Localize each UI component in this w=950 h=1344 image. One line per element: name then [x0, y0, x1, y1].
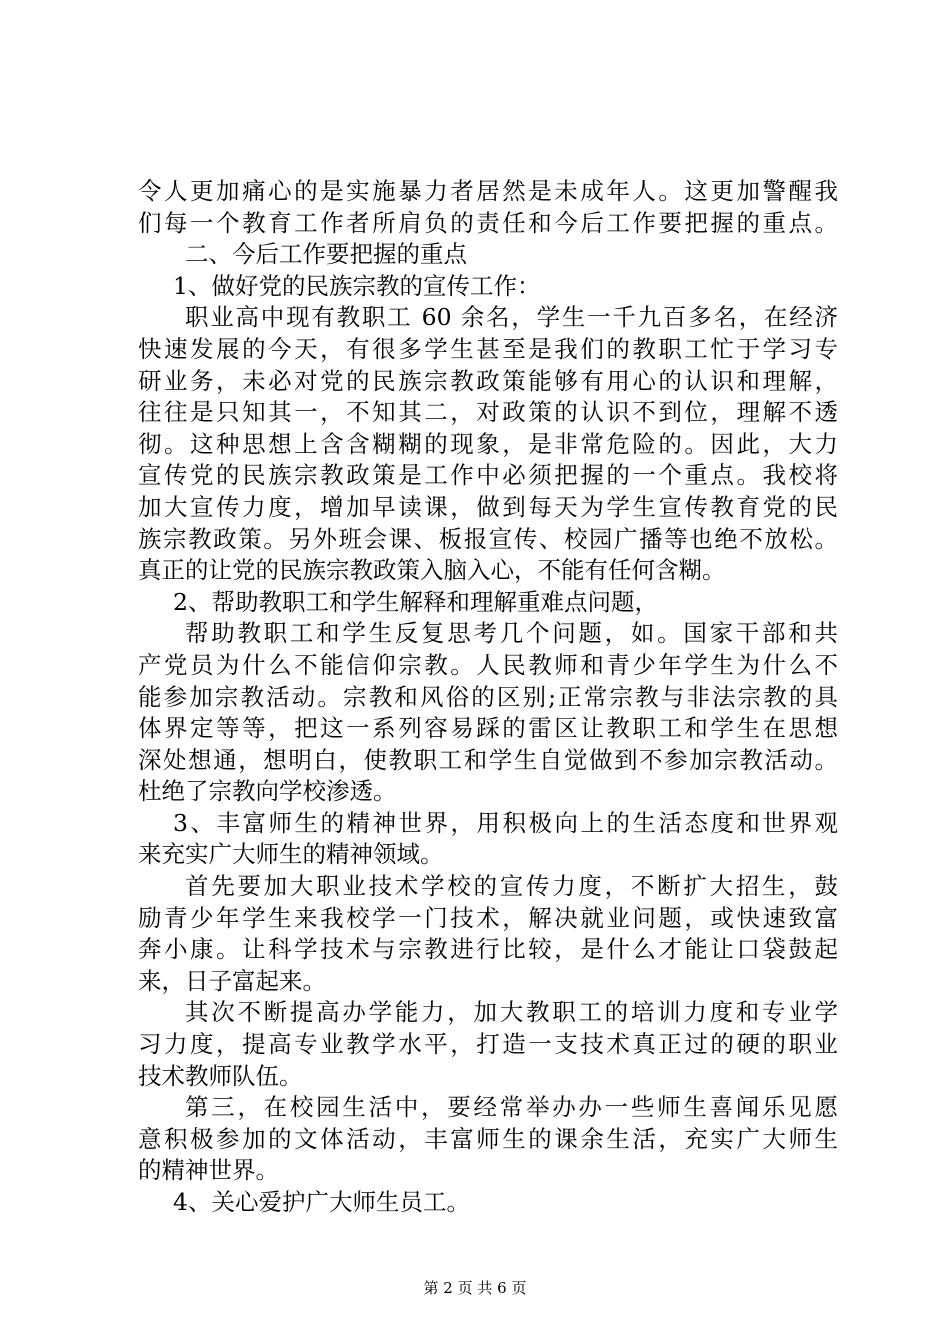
document-body: [138, 176, 838, 1219]
text-line: 奔小康。让科学技术与宗教进行比较，是什么才能让口袋鼓起: [138, 935, 838, 964]
text-line: 令人更加痛心的是实施暴力者居然是未成年人。这更加警醒我: [138, 177, 838, 205]
text-line: 产党员为什么不能信仰宗教。人民教师和青少年学生为什么不: [138, 650, 838, 679]
text-line: 帮助教职工和学生反复思考几个问题，如。国家干部和共: [185, 619, 838, 648]
text-line: 其次不断提高办学能力，加大教职工的培训力度和专业学: [185, 998, 838, 1027]
text-line: 第三，在校园生活中，要经常举办办一些师生喜闻乐见愿: [185, 1093, 838, 1122]
section-heading: 二、今后工作要把握的重点: [185, 240, 467, 269]
text-line: 首先要加大职业技术学校的宣传力度，不断扩大招生，鼓: [185, 872, 838, 901]
text-line: 的精神世界。: [138, 1156, 279, 1185]
text-line: 来充实广大师生的精神领域。: [138, 840, 444, 869]
text-line: 真正的让党的民族宗教政策入脑入心，不能有任何含糊。: [138, 556, 726, 585]
page-number-footer: 第 2 页 共 6 页: [423, 1279, 527, 1297]
text-line: 深处想通，想明白，使教职工和学生自觉做到不参加宗教活动。: [138, 745, 838, 774]
text-line: 们每一个教育工作者所肩负的责任和今后工作要把握的重点。: [138, 208, 838, 237]
text-line: 研业务，未必对党的民族宗教政策能够有用心的认识和理解，: [138, 366, 838, 395]
text-line: 族宗教政策。另外班会课、板报宣传、校园广播等也绝不放松。: [138, 524, 838, 553]
subsection-heading: 4、关心爱护广大师生员工。: [173, 1188, 470, 1216]
text-line: 励青少年学生来我校学一门技术，解决就业问题，或快速致富: [138, 903, 838, 932]
text-line: 习力度，提高专业教学水平，打造一支技术真正过的硬的职业: [138, 1030, 838, 1059]
subsection-heading: 3、丰富师生的精神世界，用积极向上的生活态度和世界观: [173, 808, 838, 837]
text-line: 彻。这种思想上含含糊糊的现象，是非常危险的。因此，大力: [138, 429, 838, 458]
text-line: 宣传党的民族宗教政策是工作中必须把握的一个重点。我校将: [138, 461, 838, 490]
text-line: 加大宣传力度，增加早读课，做到每天为学生宣传教育党的民: [138, 492, 838, 521]
text-line: 体界定等等，把这一系列容易踩的雷区让教职工和学生在思想: [138, 714, 838, 743]
text-line: 技术教师队伍。: [138, 1061, 303, 1090]
text-line: 快速发展的今天，有很多学生甚至是我们的教职工忙于学习专: [138, 334, 838, 363]
text-line: 往往是只知其一，不知其二，对政策的认识不到位，理解不透: [138, 398, 838, 427]
text-line: 职业高中现有教职工 60 余名，学生一千九百多名，在经济: [185, 303, 838, 332]
text-line: 意积极参加的文体活动，丰富师生的课余生活，充实广大师生: [138, 1124, 838, 1153]
text-line: 杜绝了宗教向学校渗透。: [138, 777, 397, 806]
subsection-heading: 1、做好党的民族宗教的宣传工作：: [173, 271, 541, 300]
text-line: 来，日子富起来。: [138, 966, 326, 995]
subsection-heading: 2、帮助教职工和学生解释和理解重难点问题，: [173, 587, 658, 616]
text-line: 能参加宗教活动。宗教和风俗的区别;正常宗教与非法宗教的具: [138, 682, 838, 711]
